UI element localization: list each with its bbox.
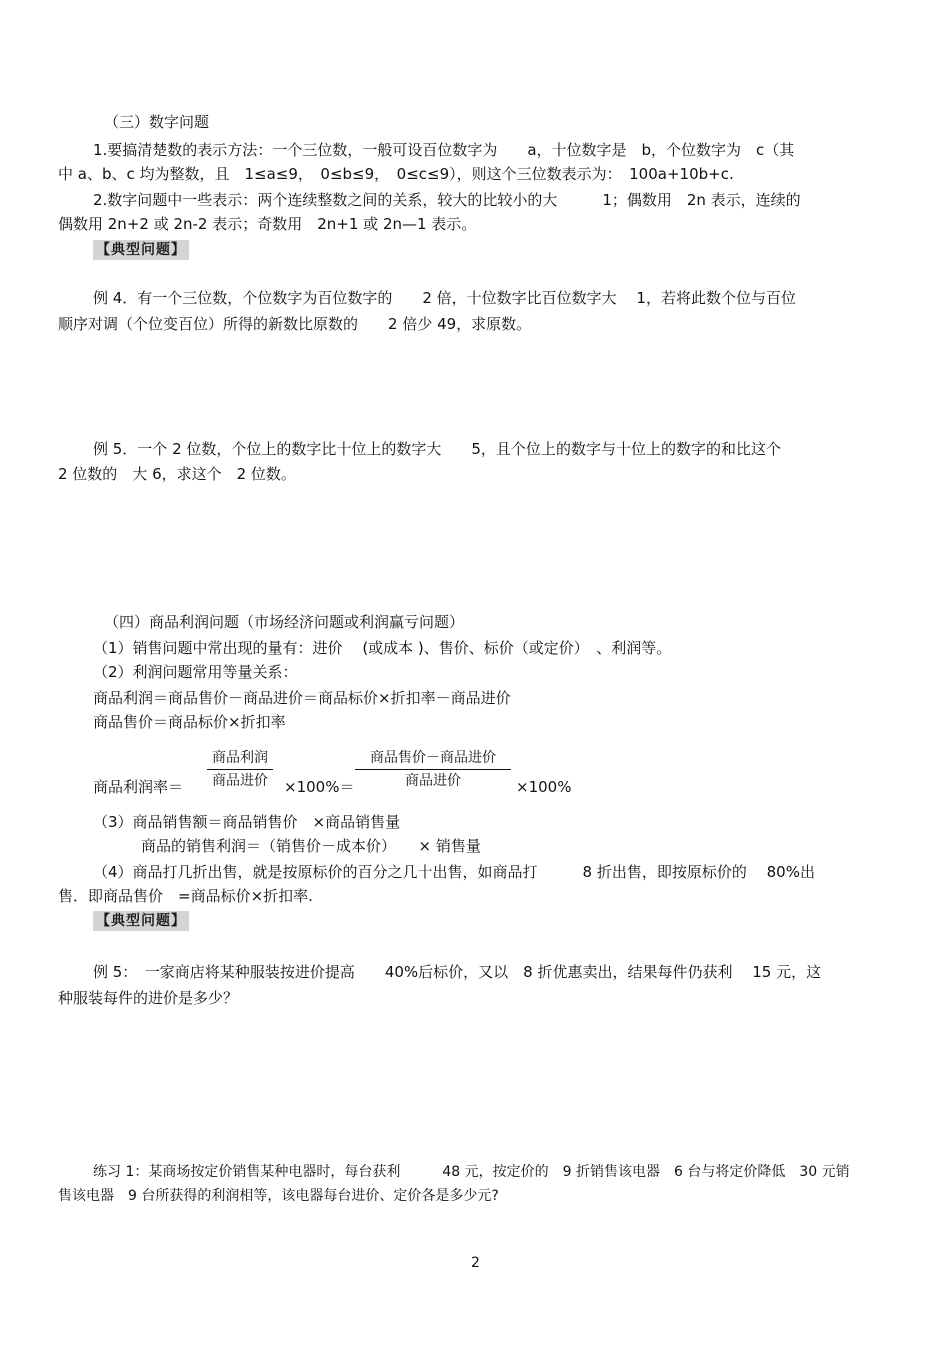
profit-rate-fraction-1 (207, 749, 273, 790)
section-4-item-3-continued: 商品的销售利润＝（销售价－成本价） × 销售量 (141, 837, 481, 855)
practice-1-line-1: 练习 1：某商场按定价销售某种电器时，每台获利 48 元，按定价的 9 折销售该电器 6 台与将定价降低 30 元销 (93, 1164, 850, 1180)
profit-rate-middle: ×100%＝ (284, 778, 355, 796)
section-4-item-1: （1）销售问题中常出现的量有：进价 (或成本 )、售价、标价（或定价） 、利润等。 (93, 639, 672, 657)
fraction-2-numerator: 商品售价－商品进价 (355, 749, 511, 770)
section-3-paragraph-2-line-1: 2.数字问题中一些表示：两个连续整数之间的关系，较大的比较小的大 1；偶数用 2n 表示，连续的 (93, 191, 801, 209)
example-5b-line-1: 例 5： 一家商店将某种服装按进价提高 40%后标价，又以 8 折优惠卖出，结果每件仍获利 15 元，这 (93, 963, 822, 981)
page-number: 2 (471, 1255, 480, 1271)
example-5-line-2: 2 位数的 大 6，求这个 2 位数。 (58, 465, 296, 483)
section-3-paragraph-1-line-2: 中 a、b、c 均为整数，且 1≤a≤9， 0≤b≤9， 0≤c≤9），则这个三位数表示为： 100a+10b+c. (58, 165, 734, 183)
section-4-item-4-line-2: 售．即商品售价 =商品标价×折扣率. (58, 887, 313, 905)
example-4-line-2: 顺序对调（个位变百位）所得的新数比原数的 2 倍少 49，求原数。 (58, 315, 532, 333)
example-4-line-1: 例 4．有一个三位数，个位数字为百位数字的 2 倍，十位数字比百位数字大 1，若将此数个位与百位 (93, 289, 796, 307)
section-3-paragraph-1-line-1: 1.要搞清楚数的表示方法：一个三位数，一般可设百位数字为 a，十位数字是 b，个位数字为 c（其 (93, 141, 795, 159)
typical-problems-badge: 【典型问题】 (93, 240, 189, 260)
profit-equation: 商品利润＝商品售价－商品进价＝商品标价×折扣率－商品进价 (93, 689, 511, 707)
section-4-item-3: （3）商品销售额＝商品销售价 ×商品销售量 (93, 813, 401, 831)
section-4-item-2: （2）利润问题常用等量关系： (93, 663, 298, 681)
section-4-title: （四）商品利润问题（市场经济问题或利润赢亏问题） (104, 613, 465, 631)
profit-rate-tail: ×100% (516, 778, 572, 796)
sale-price-equation: 商品售价＝商品标价×折扣率 (93, 713, 286, 731)
section-3-title: （三）数字问题 (104, 113, 210, 131)
fraction-1-numerator: 商品利润 (207, 749, 273, 770)
fraction-2-denominator: 商品进价 (405, 773, 461, 789)
practice-1-line-2: 售该电器 9 台所获得的利润相等，该电器每台进价、定价各是多少元? (58, 1188, 499, 1204)
profit-rate-fraction-2 (355, 749, 511, 790)
example-5-line-1: 例 5．一个 2 位数，个位上的数字比十位上的数字大 5，且个位上的数字与十位上的数字的和比这个 (93, 440, 781, 458)
typical-problems-badge-2: 【典型问题】 (93, 911, 189, 931)
section-3-paragraph-2-line-2: 偶数用 2n+2 或 2n-2 表示；奇数用 2n+1 或 2n—1 表示。 (58, 215, 477, 233)
profit-rate-label: 商品利润率＝ (93, 778, 184, 796)
fraction-1-denominator: 商品进价 (212, 773, 268, 789)
section-4-item-4-line-1: （4）商品打几折出售，就是按原标价的百分之几十出售，如商品打 8 折出售，即按原标价的 80%出 (93, 863, 815, 881)
example-5b-line-2: 种服装每件的进价是多少？ (58, 989, 239, 1007)
